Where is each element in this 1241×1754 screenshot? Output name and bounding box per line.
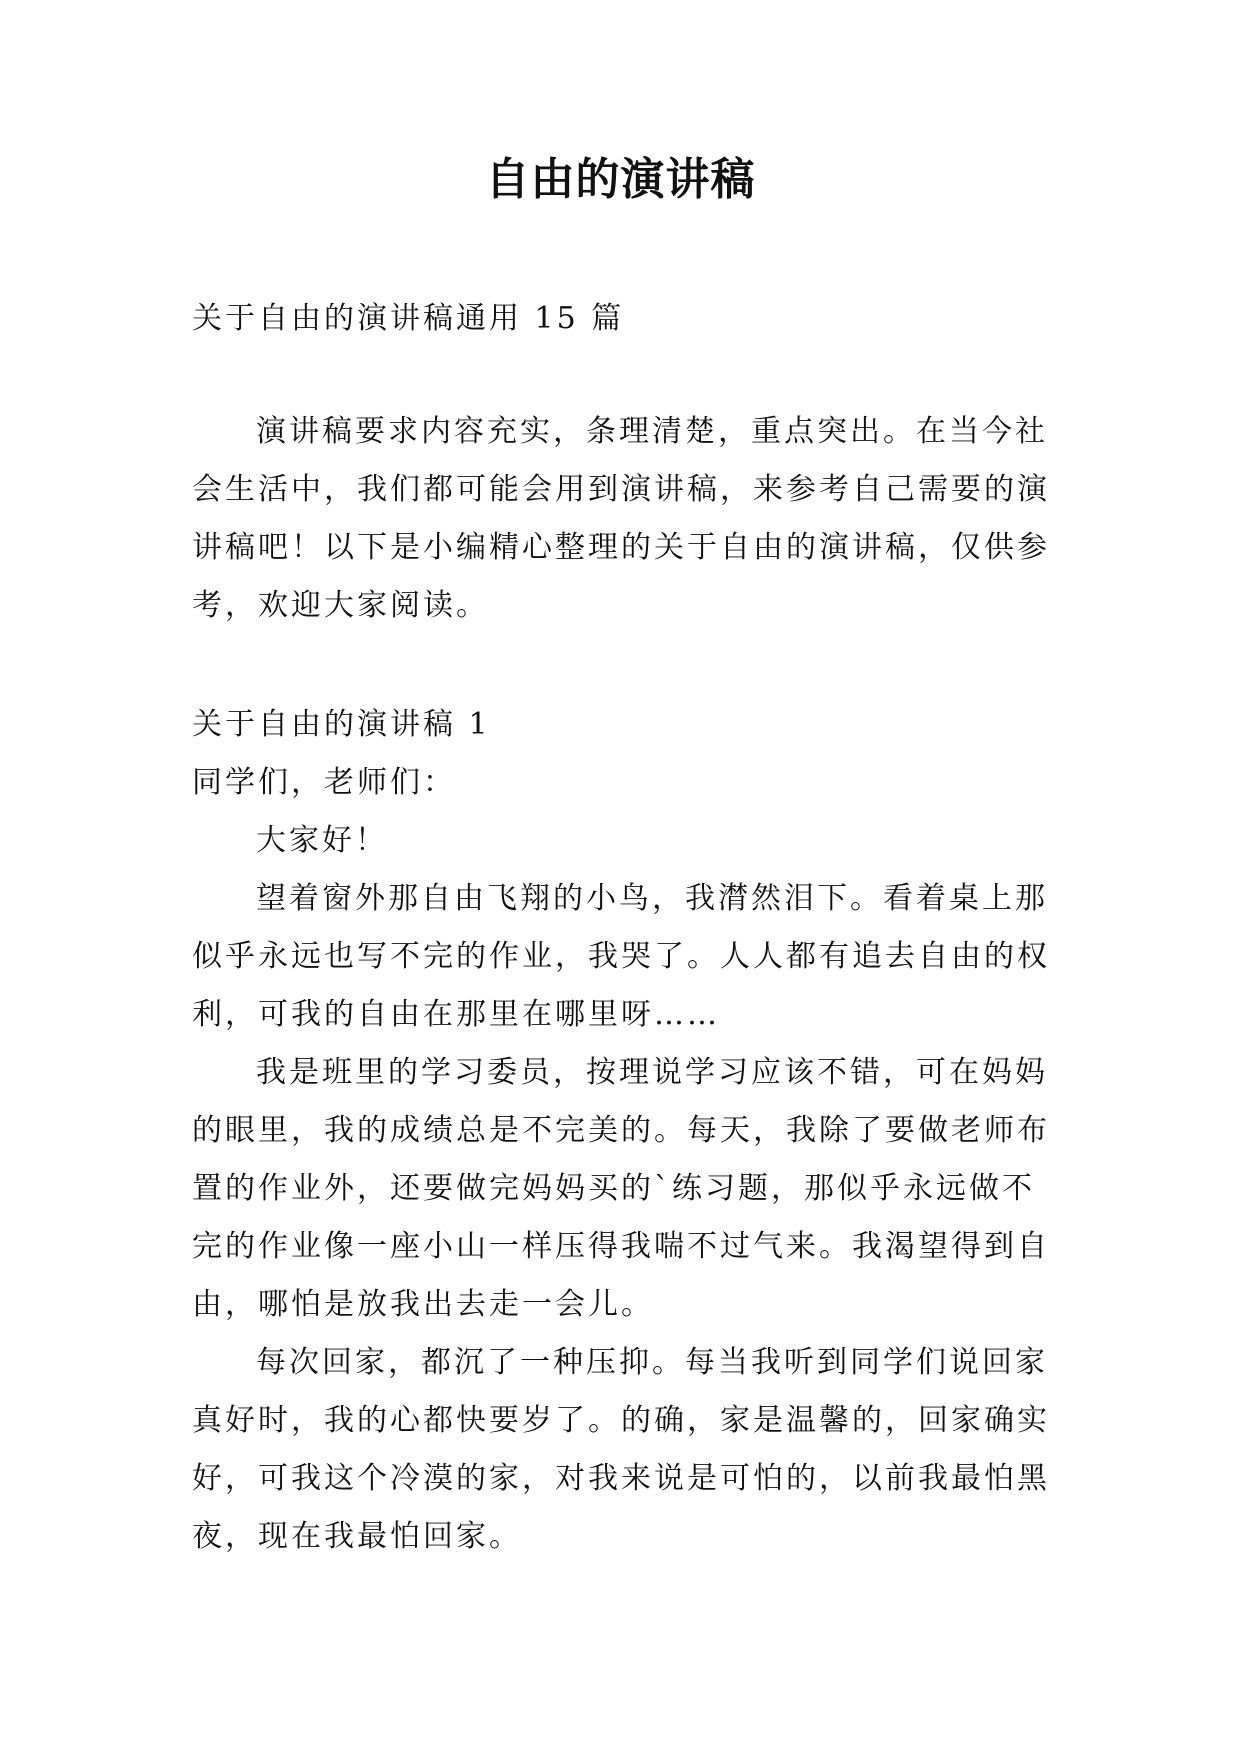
intro-paragraph: 演讲稿要求内容充实，条理清楚，重点突出。在当今社会生活中，我们都可能会用到演讲稿，来参考自己需要的演讲稿吧！以下是小编精心整理的关于自由的演讲稿，仅供参考，欢迎大家阅读。 [192,414,1050,623]
paragraph: 我是班里的学习委员，按理说学习应该不错，可在妈妈的眼里，我的成绩总是不完美的。每天，我除了要做老师布置的作业外，还要做完妈妈买的`练习题，那似乎永远做不完的作业像一座小山一样压得我喘不过气来。我渴望得到自由，哪怕是放我出去走一会儿。 [192,1055,1050,1322]
document-subtitle: 关于自由的演讲稿通用 15 篇 [192,301,625,336]
paragraph: 望着窗外那自由飞翔的小鸟，我潸然泪下。看着桌上那似乎永远也写不完的作业，我哭了。人人都有追去自由的权利，可我的自由在那里在哪里呀…… [192,881,1050,1032]
document-title: 自由的演讲稿 [485,154,756,205]
section-heading: 关于自由的演讲稿 1 [192,707,491,742]
paragraph: 大家好！ [256,823,388,858]
greeting-line: 同学们，老师们： [192,765,456,800]
paragraph: 每次回家，都沉了一种压抑。每当我听到同学们说回家真好时，我的心都快要岁了。的确，家是温馨的，回家确实好，可我这个冷漠的家，对我来说是可怕的，以前我最怕黑夜，现在我最怕回家。 [192,1345,1050,1554]
